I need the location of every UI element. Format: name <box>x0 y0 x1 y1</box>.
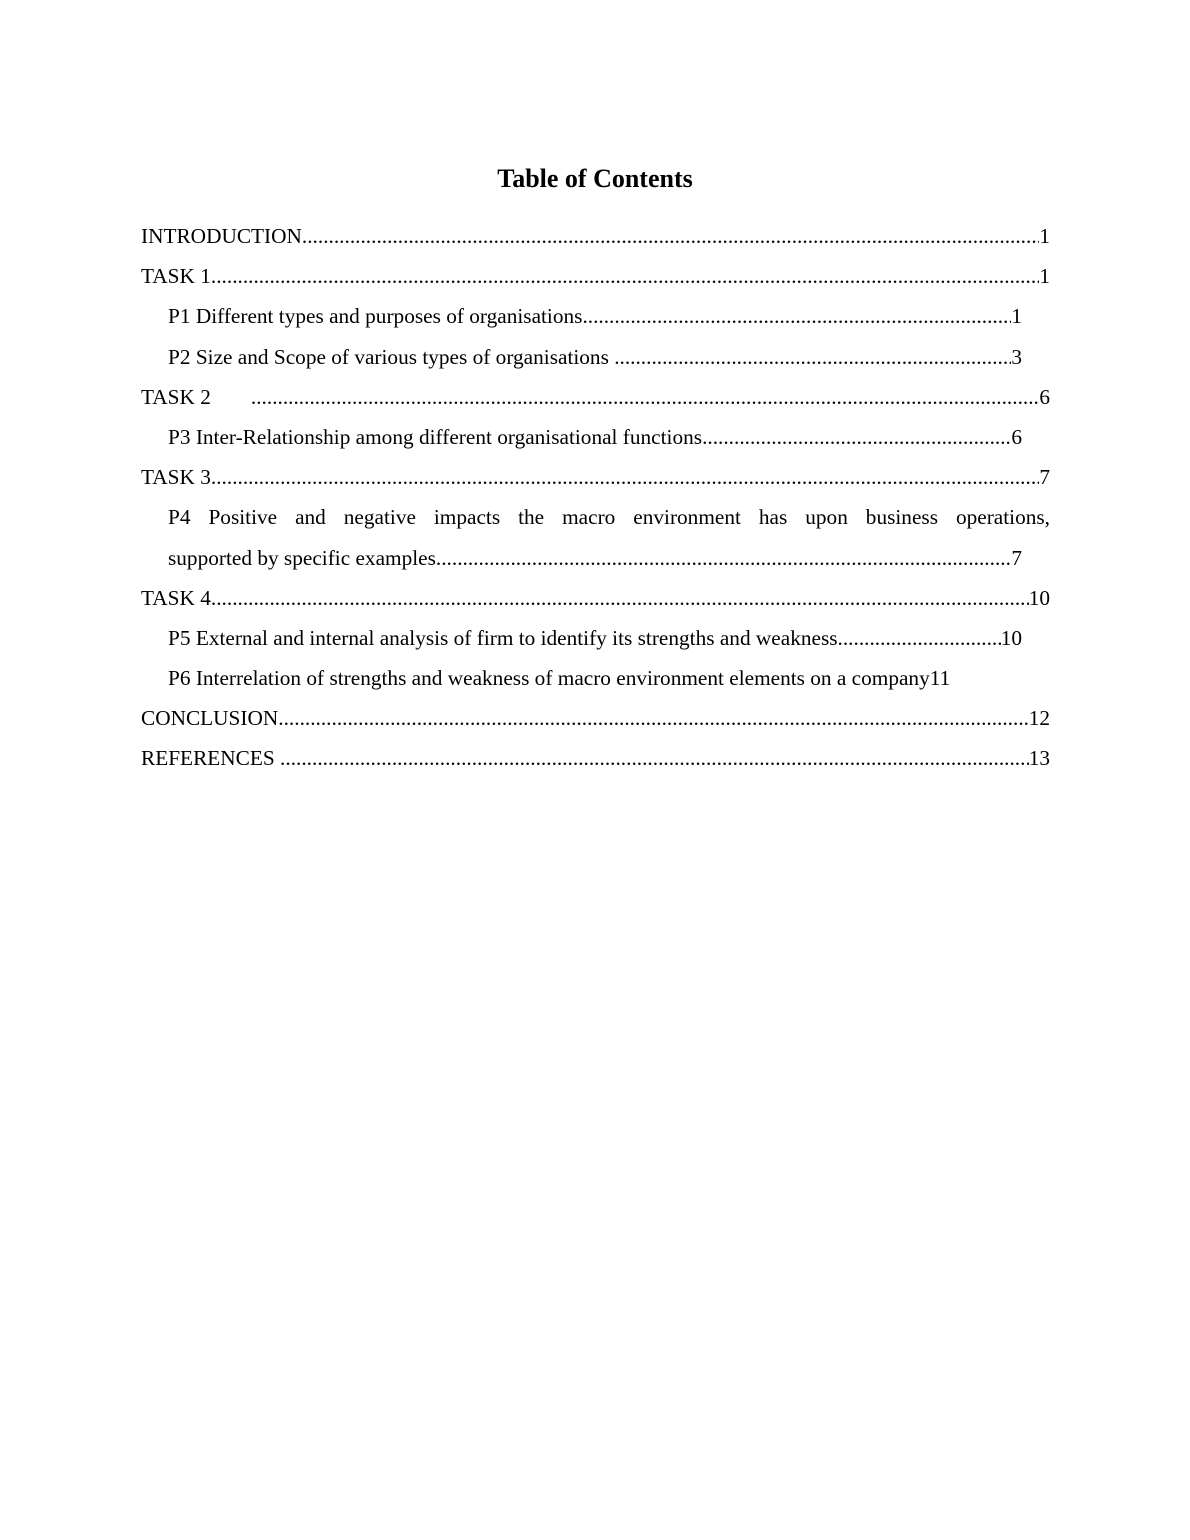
toc-page-number: 10 <box>1028 585 1050 610</box>
toc-entry-label: P5 External and internal analysis of firm to identify its strengths and weakness <box>168 625 838 650</box>
toc-page-number: 7 <box>1011 545 1022 570</box>
toc-entry-label: TASK 1 <box>141 264 211 289</box>
toc-entry-label: TASK 4 <box>141 585 211 610</box>
toc-entry-p3[interactable] <box>168 417 1022 457</box>
toc-entry-p5[interactable] <box>168 618 1022 658</box>
toc-entry-p6[interactable] <box>168 658 1022 698</box>
toc-entry-conclusion[interactable] <box>141 698 1050 738</box>
toc-entry-introduction[interactable] <box>141 216 1050 256</box>
toc-leader-dots <box>614 337 1011 377</box>
toc-leader-dots <box>436 538 1011 578</box>
toc-entry-label: P6 Interrelation of strengths and weakness of macro environment elements on a company <box>168 666 930 691</box>
toc-leader-dots <box>582 296 1011 336</box>
toc-page-number: 7 <box>1039 465 1050 490</box>
toc-entry-label: TASK 3 <box>141 465 211 490</box>
toc-page-number: 10 <box>1000 625 1022 650</box>
toc-page-number: 1 <box>1039 264 1050 289</box>
toc-entry-label-line-2: supported by specific examples <box>168 545 436 570</box>
toc-leader-dots <box>211 256 1039 296</box>
toc-entry-label-line-1: P4 Positive and negative impacts the macro environment has upon business operations, <box>168 505 1050 530</box>
toc-page-number: 12 <box>1028 706 1050 731</box>
toc-page-number: 13 <box>1028 746 1050 771</box>
toc-entry-p1[interactable] <box>168 296 1022 336</box>
toc-leader-dots <box>278 698 1028 738</box>
toc-entry-label: TASK 2 <box>141 384 211 409</box>
toc-leader-dots <box>702 417 1011 457</box>
toc-leader-dots <box>280 738 1029 778</box>
toc-entry-label: CONCLUSION <box>141 706 279 731</box>
toc-entry-label: INTRODUCTION <box>141 224 302 248</box>
toc-entry-task-2[interactable] <box>141 377 1050 417</box>
toc-leader-dots <box>302 216 1039 256</box>
toc-leader-dots <box>251 377 1039 417</box>
toc-page-number: 1 <box>1011 304 1022 329</box>
toc-entry-label: P3 Inter-Relationship among different organisational functions <box>168 424 703 449</box>
toc-list <box>141 216 1050 779</box>
toc-title: Table of Contents <box>497 164 693 193</box>
toc-entry-task-1[interactable] <box>141 256 1050 296</box>
toc-entry-task-3[interactable] <box>141 457 1050 497</box>
toc-leader-dots <box>211 457 1039 497</box>
toc-leader-dots <box>838 618 1001 658</box>
toc-leader-dots <box>211 578 1029 618</box>
toc-entry-label: REFERENCES <box>141 746 281 771</box>
toc-entry-label: P2 Size and Scope of various types of organisations <box>168 344 615 369</box>
toc-entry-p4[interactable] <box>168 497 1050 577</box>
toc-page-number: 6 <box>1039 384 1050 409</box>
toc-page-number: 3 <box>1011 344 1022 369</box>
toc-entry-p2[interactable] <box>168 337 1022 377</box>
toc-entry-task-4[interactable] <box>141 578 1050 618</box>
toc-page-number: 1 <box>1039 224 1050 248</box>
toc-entry-references[interactable] <box>141 738 1050 778</box>
toc-entry-label: P1 Different types and purposes of organisations <box>168 304 583 329</box>
toc-page-number: 11 <box>929 666 951 691</box>
toc-page-number: 6 <box>1011 424 1022 449</box>
